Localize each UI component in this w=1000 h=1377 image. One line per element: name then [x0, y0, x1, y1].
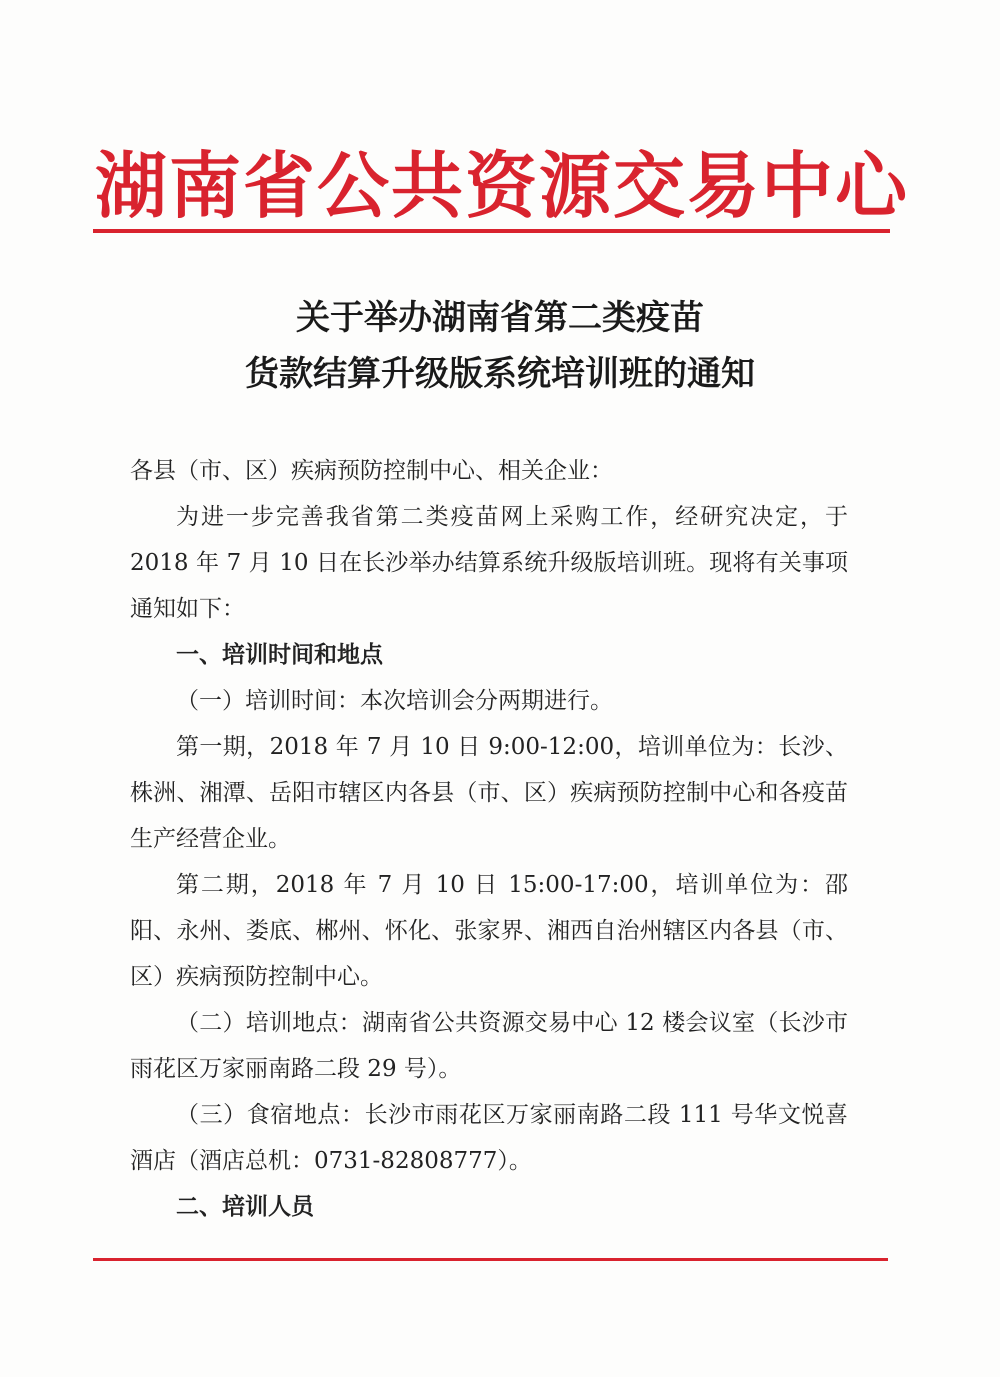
section-heading-time-place: 一、培训时间和地点	[176, 642, 383, 668]
letterhead-org-name: 湖南省公共资源交易中心	[95, 144, 910, 228]
item-lodging-location: （三）食宿地点：长沙市雨花区万家丽南路二段 111 号华文悦喜酒店（酒店总机：0731-82808777）。	[130, 1102, 848, 1174]
item-training-location: （二）培训地点：湖南省公共资源交易中心 12 楼会议室（长沙市雨花区万家丽南路二段 29 号）。	[130, 1010, 848, 1082]
intro-paragraph: 为进一步完善我省第二类疫苗网上采购工作，经研究决定，于 2018 年 7 月 10 日在长沙举办结算系统升级版培训班。现将有关事项通知如下：	[130, 504, 848, 622]
phase-2-paragraph: 第二期，2018 年 7 月 10 日 15:00-17:00，培训单位为：邵阳、永州、娄底、郴州、怀化、张家界、湘西自治州辖区内各县（市、区）疾病预防控制中心。	[130, 872, 848, 990]
phase-1-paragraph: 第一期，2018 年 7 月 10 日 9:00-12:00，培训单位为：长沙、株洲、湘潭、岳阳市辖区内各县（市、区）疾病预防控制中心和各疫苗生产经营企业。	[130, 734, 848, 852]
salutation: 各县（市、区）疾病预防控制中心、相关企业：	[130, 458, 613, 484]
document-body	[130, 448, 848, 1230]
document-title-line-2: 货款结算升级版系统培训班的通知	[245, 354, 755, 394]
footer-red-rule	[93, 1258, 888, 1261]
letterhead-red-rule	[93, 229, 890, 233]
item-training-time: （一）培训时间：本次培训会分两期进行。	[176, 688, 613, 714]
document-title-line-1: 关于举办湖南省第二类疫苗	[296, 298, 704, 338]
section-heading-trainees: 二、培训人员	[176, 1194, 314, 1220]
